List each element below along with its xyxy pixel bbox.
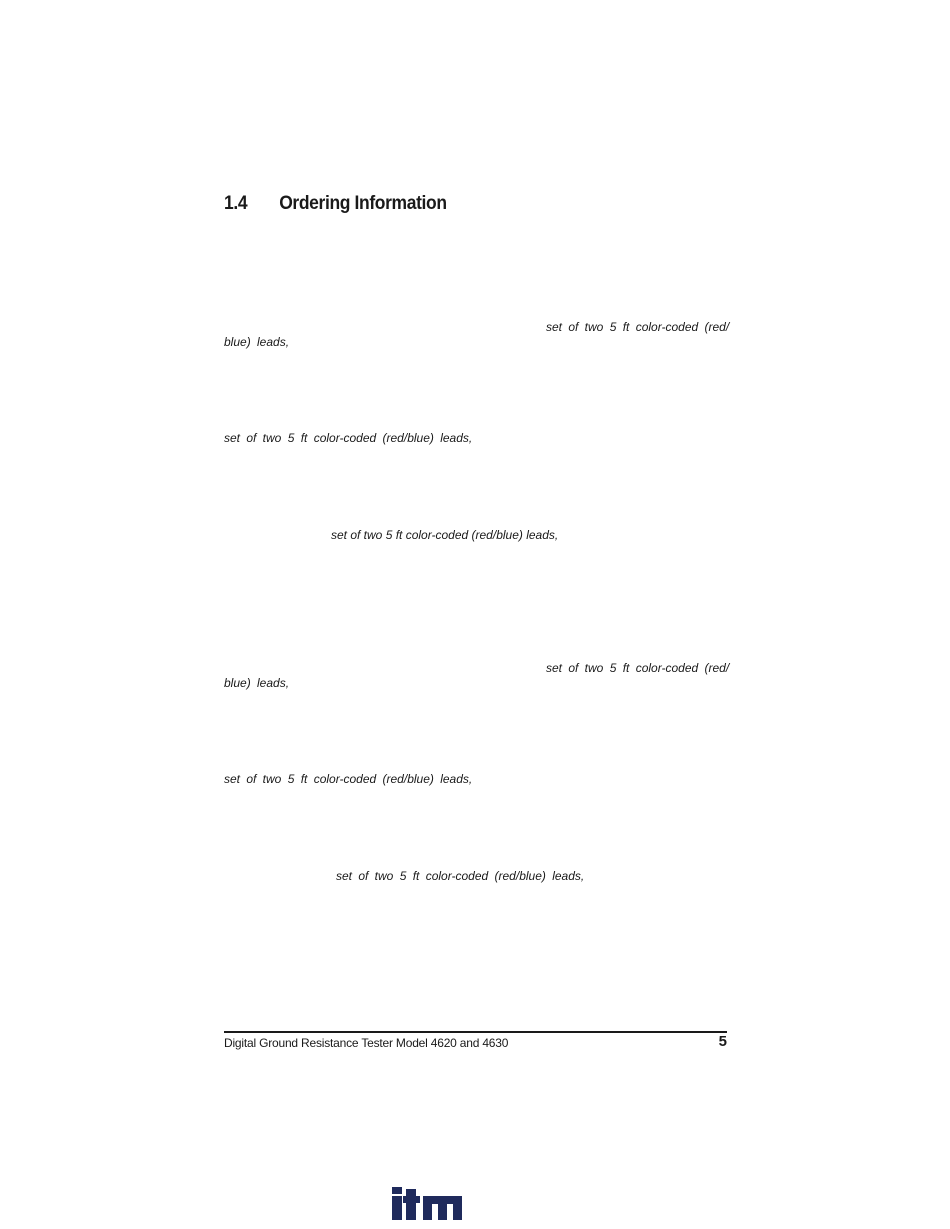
leads-text-1a: set of two 5 ft color-coded (red/: [546, 320, 730, 334]
section-number: 1.4: [224, 193, 248, 214]
footer-rule: [224, 1031, 727, 1033]
page-number: 5: [718, 1033, 727, 1050]
footer-title: Digital Ground Resistance Tester Model 4620 and 4630: [224, 1036, 509, 1050]
leads-text-3: set of two 5 ft color-coded (red/blue) leads,: [331, 528, 559, 542]
leads-text-2: set of two 5 ft color-coded (red/blue) leads,: [224, 431, 473, 445]
leads-text-4b: blue) leads,: [224, 676, 290, 690]
leads-text-5: set of two 5 ft color-coded (red/blue) leads,: [224, 772, 473, 786]
leads-text-4a: set of two 5 ft color-coded (red/: [546, 661, 730, 675]
itm-logo: [390, 1186, 464, 1222]
section-heading: [224, 193, 447, 219]
leads-text-6: set of two 5 ft color-coded (red/blue) leads,: [336, 869, 585, 883]
leads-text-1b: blue) leads,: [224, 335, 290, 349]
section-title: Ordering Information: [279, 193, 447, 214]
